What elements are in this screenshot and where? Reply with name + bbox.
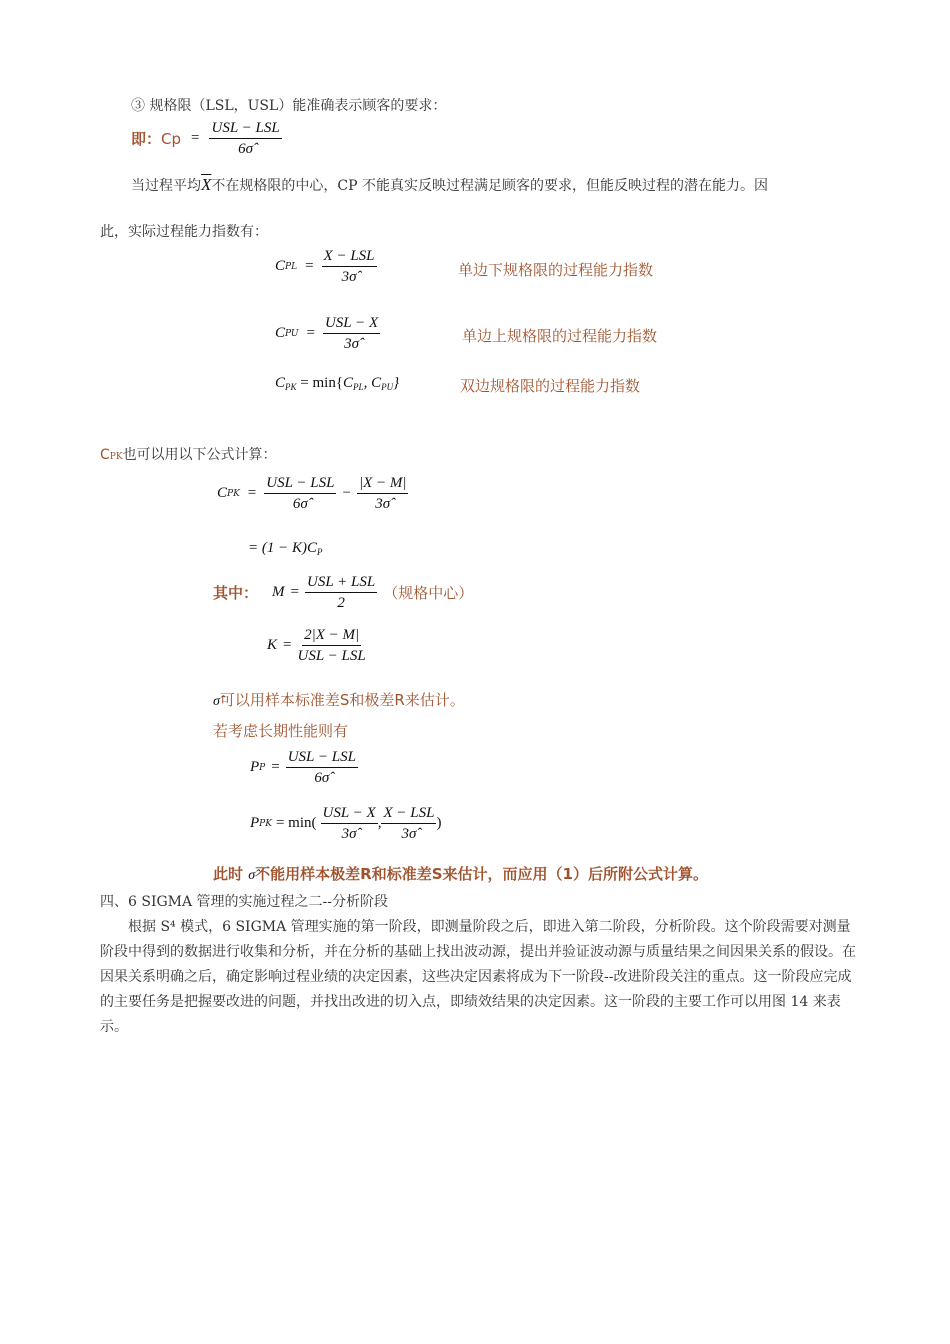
- sigma-note: σ̂可以用样本标准差S和极差R来估计。: [213, 691, 465, 709]
- xbar-symbol: $\overline{X}$: [201, 175, 212, 194]
- cpl-description: 单边下规格限的过程能力指数: [458, 261, 654, 279]
- cp-numerator: USL − LSL: [209, 118, 281, 139]
- cp-symbol: Cp: [161, 129, 182, 148]
- cpk-description: 双边规格限的过程能力指数: [460, 377, 641, 395]
- cpu-numerator: USL − X: [323, 313, 380, 334]
- body-paragraph: 根据 S⁴ 模式，6 SIGMA 管理实施的第一阶段，即测量阶段之后，即进入第二阶段，分析阶段。这个阶段需要对测量阶段中得到的数据进行收集和分析，并在分析的基础上找出波动源，提出并验证波动源与质量结果之间因果关系的假设。在因果关系明确之后，确定影响过程业绩的决定因素，这些决定因素将成为下一阶段--改进阶段关注的重点。这一阶段应完成的主要任务是把握要改进的问题，并找出改进的切入点，即绩效结果的决定因素。这一阶段的主要工作可以用图 14 来表示。: [100, 919, 856, 1035]
- cpl-formula: C PL = $\frac{\text{X − LSL}}{3\sigmâ}$: [275, 248, 375, 285]
- ji-label: 即：: [131, 130, 162, 148]
- item-3-text: ③ 规格限（LSL，USL）能准确表示顾客的要求：: [131, 98, 447, 114]
- cpk-formula-1: C PK = $\frac{\text{USL − LSL}}{6\sigmâ}$ − $\frac{|X - M|}{3\sigmâ}$: [217, 475, 407, 512]
- cp-fraction: [209, 118, 281, 159]
- para1-line1: 当过程平均$\overline{X}$不在规格限的中心，CP 不能真实反映过程满足顾客的要求，但能反映过程的潜在能力。因: [131, 175, 768, 194]
- section-title: 四、6 SIGMA 管理的实施过程之二--分析阶段: [100, 894, 389, 910]
- m-formula: 其中： M = $\frac{\text{USL + LSL}}{2}$ （规格中心）: [213, 574, 474, 611]
- final-note: 此时 σ̂不能用样本极差R和标准差S来估计，而应用（1）后所附公式计算。: [213, 865, 708, 883]
- cpl-numerator: X − LSL: [322, 246, 377, 267]
- cp-formula: 即： Cp = $\frac{\text{USL − LSL}}{6\sigmâ}$: [131, 120, 280, 157]
- para1-line2: 此，实际过程能力指数有：: [100, 224, 268, 240]
- pp-formula: P P = $\frac{\text{USL − LSL}}{6\sigmâ}$: [250, 749, 356, 786]
- cp-denominator: 6σ̂: [238, 141, 254, 157]
- ppk-formula: P PK = min( $\frac{\text{USL − X}}{3\sigmâ}$ , $\frac{\text{X − LSL}}{3\sigmâ}$ ): [250, 805, 442, 842]
- cpk-min-formula: $C_{PK} = \min\{C_{PL}$, $C_{PU}$}: [275, 375, 400, 392]
- longterm-note: 若考虑长期性能则有: [213, 722, 349, 740]
- cpk-also-line: CPK也可以用以下公式计算：: [100, 447, 277, 463]
- cpu-formula: C PU = $\frac{\text{USL − X}}{3\sigmâ}$: [275, 315, 379, 352]
- cpu-description: 单边上规格限的过程能力指数: [462, 327, 658, 345]
- k-formula: K = $\frac{2|X - M|}{\text{USL − LSL}}$: [267, 627, 366, 664]
- cpk-formula-2: = $(1 - K)C_P$: [248, 540, 323, 557]
